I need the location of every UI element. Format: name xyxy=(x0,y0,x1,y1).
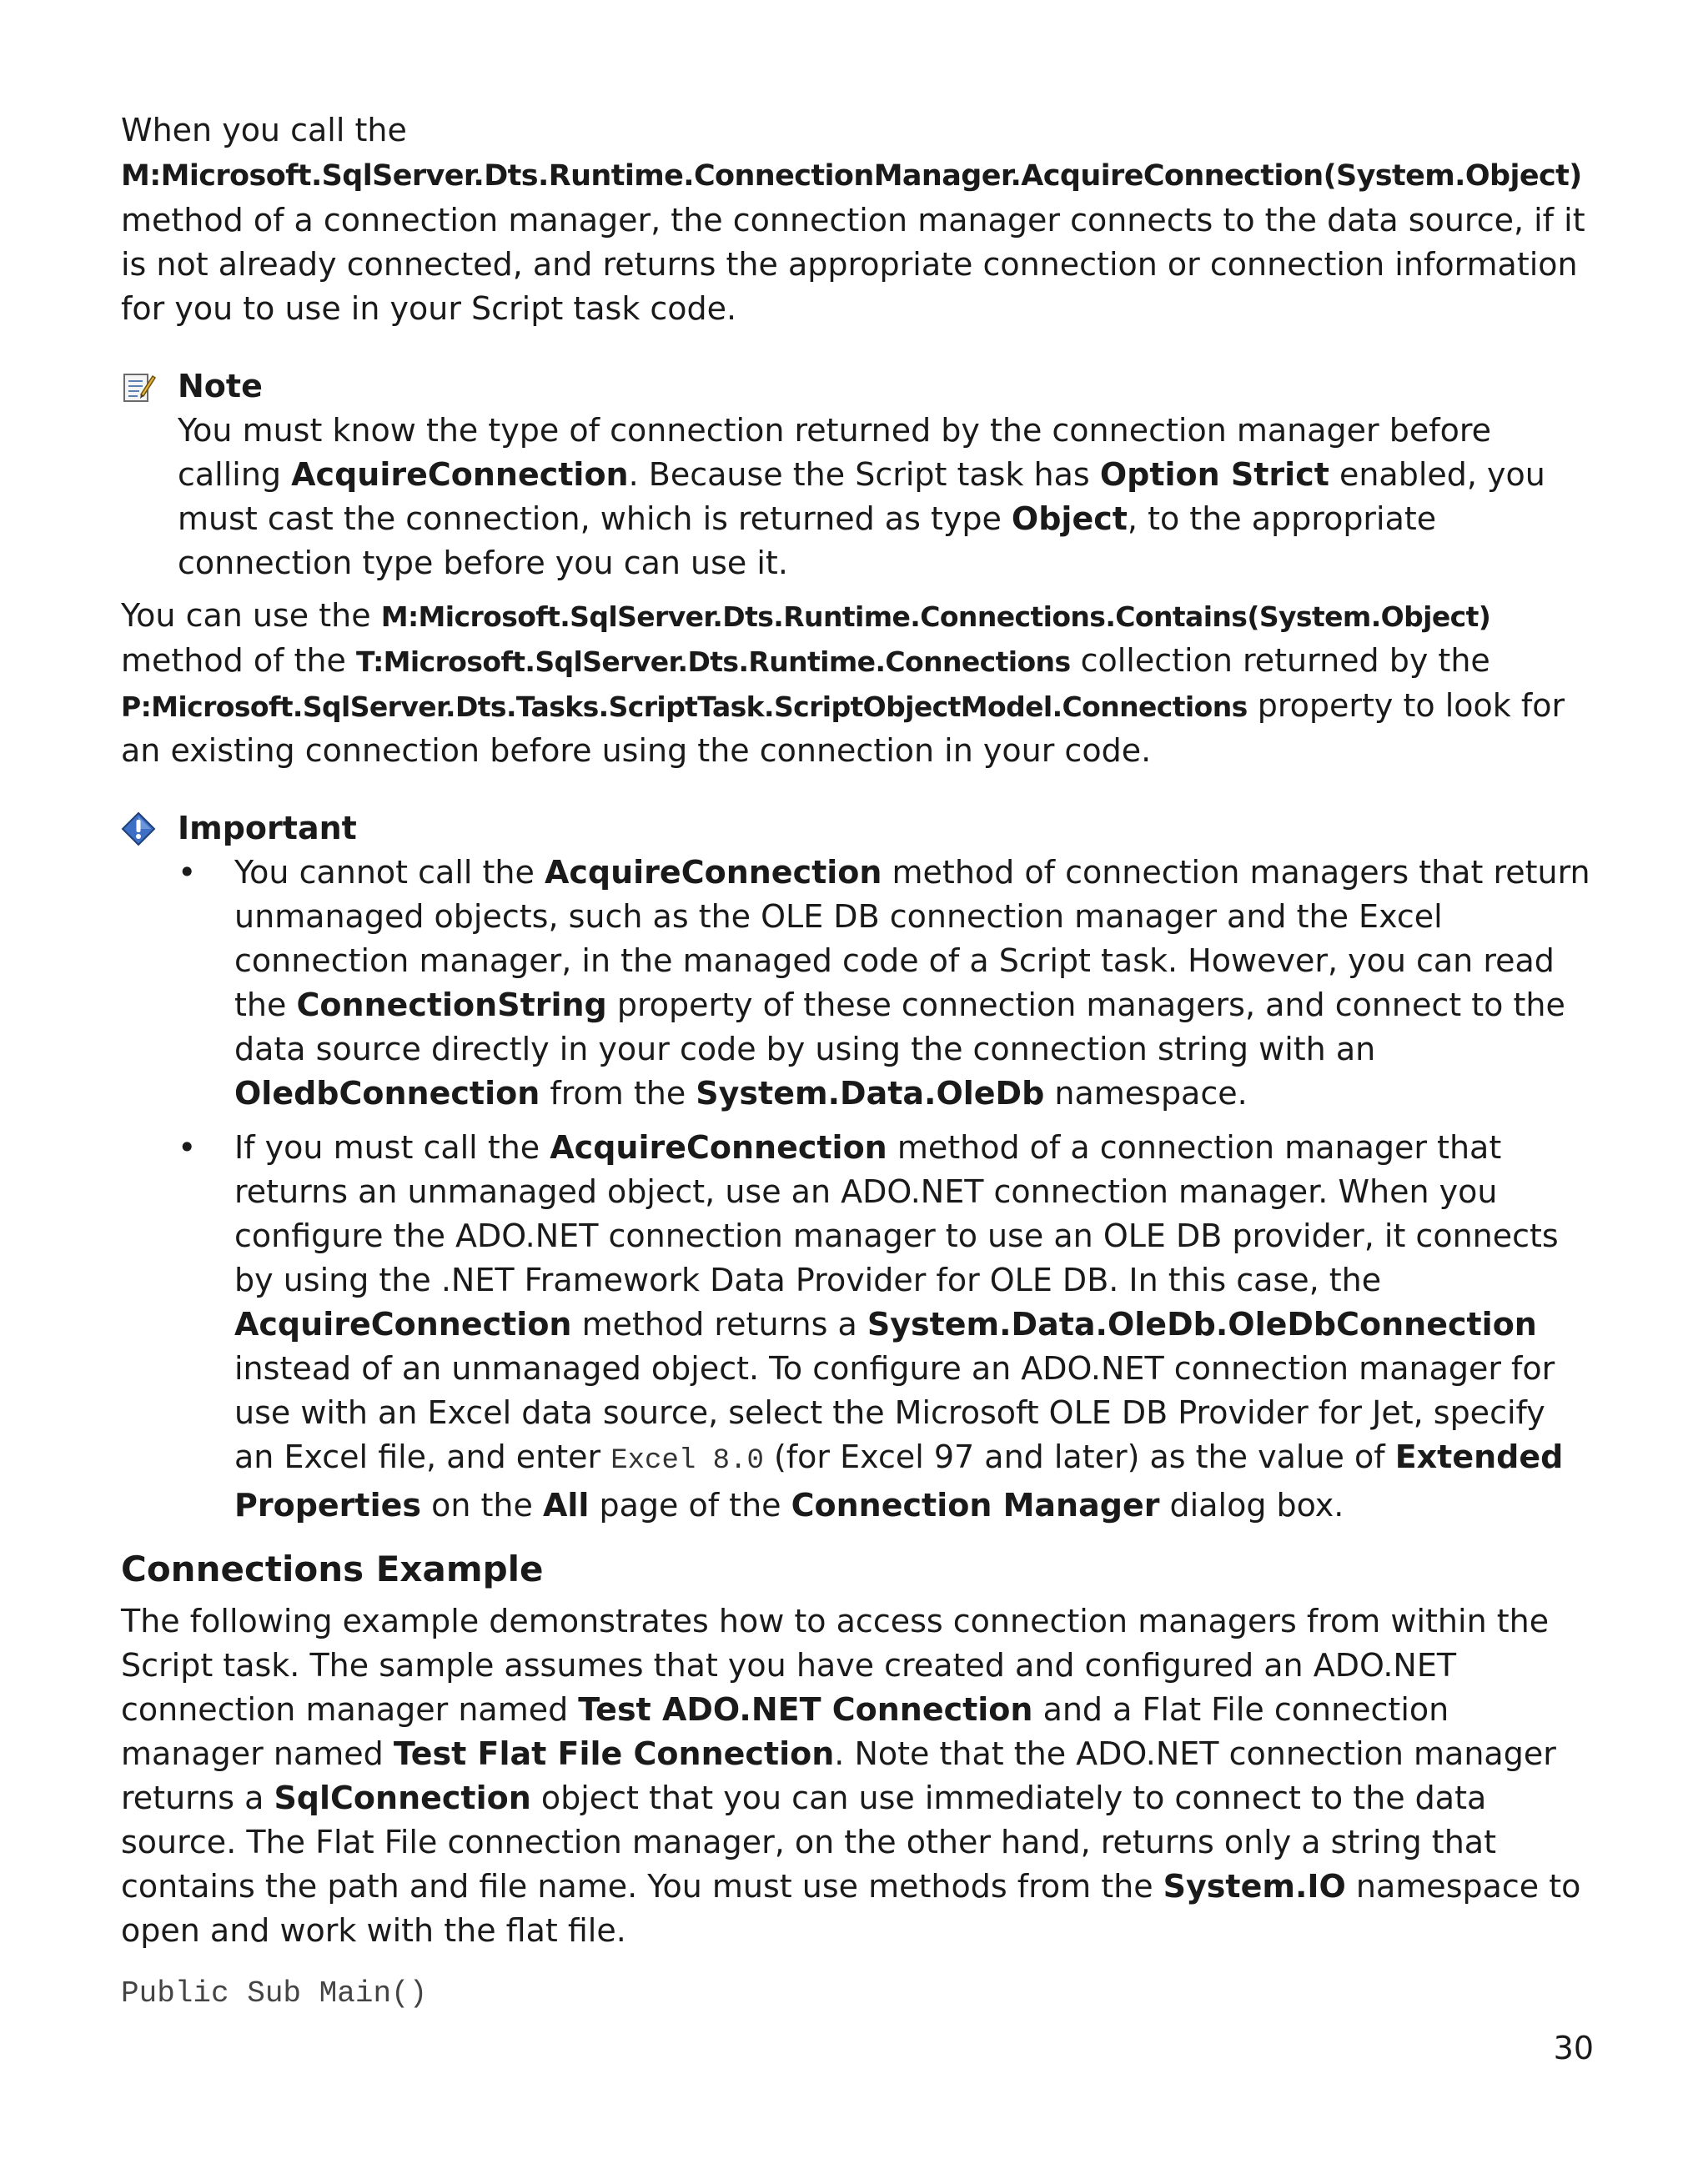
bullet-marker: • xyxy=(178,854,197,891)
section-heading: Connections Example xyxy=(121,1549,544,1589)
example-paragraph: The following example demonstrates how to access connection managers from within the Script task. The sample assumes that you have created and configured an ADO.NET connection manager named Test ADO.NET Connection and a Flat File connection manager named Test Flat File Connection. Note that the ADO.NET connection manager returns a SqlConnection object that you can use immediately to connect to the data source. The Flat File connection manager, on the other hand, returns only a string that contains the path and file name. You must use methods from the System.IO namespace to open and work with the flat file. xyxy=(121,1603,1581,1949)
inline-code: Excel 8.0 xyxy=(610,1445,764,1477)
note-callout xyxy=(121,364,1593,585)
note-title: Note xyxy=(178,368,263,404)
intro-text: When you call the xyxy=(121,112,407,148)
important-callout xyxy=(121,806,1593,1528)
list-item: • If you must call the AcquireConnection method of a connection manager that returns an unmanaged object, use an ADO.NET connection manager. When you configure the ADO.NET connection manager to use an OLE DB provider, it connects by using the .NET Framework Data Provider for OLE DB. In this case, the AcquireConnection method returns a System.Data.OleDb.OleDbConnection instead of an unmanaged object. To configure an ADO.NET connection manager for use with an Excel data source, select the Microsoft OLE DB Provider for Jet, specify an Excel file, and enter Excel 8.0 (for Excel 97 and later) as the value of Extended Properties on the All page of the Connection Manager dialog box. xyxy=(178,1126,1593,1528)
note-body: You must know the type of connection returned by the connection manager before calling AcquireConnection. Because the Script task has Option Strict enabled, you must cast the connection, which is returned as type Object, to the appropriate connection type before you can use it. xyxy=(178,412,1545,581)
acquire-connection-signature: M:Microsoft.SqlServer.Dts.Runtime.ConnectionManager.AcquireConnection(System.Object) xyxy=(121,159,1582,193)
list-item: • You cannot call the AcquireConnection method of connection managers that return unmanaged objects, such as the OLE DB connection manager and the Excel connection manager, in the managed code of a Script task. However, you can read the ConnectionString property of these connection managers, and connect to the data source directly in your code by using the connection string with an OledbConnection from the System.Data.OleDb namespace. xyxy=(178,851,1593,1116)
intro-text-continued: method of a connection manager, the connection manager connects to the data source, if it is not already connected, and returns the appropriate connection or connection information for you to use in your Script task code. xyxy=(121,202,1585,327)
important-list xyxy=(178,851,1593,1528)
contains-paragraph: You can use the M:Microsoft.SqlServer.Dts.Runtime.Connections.Contains(System.Object) method of the T:Microsoft.SqlServer.Dts.Runtime.Connections collection returned by the P:Microsoft.SqlServer.Dts.Tasks.ScriptTask.ScriptObjectModel.Connections property to look for an existing connection before using the connection in your code. xyxy=(121,597,1565,769)
page-number: 30 xyxy=(1553,2030,1594,2066)
document-page xyxy=(121,108,1593,2016)
bullet-marker: • xyxy=(178,1129,197,1166)
note-pad-icon xyxy=(121,369,156,404)
connections-property-signature: P:Microsoft.SqlServer.Dts.Tasks.ScriptTask.ScriptObjectModel.Connections xyxy=(121,690,1248,723)
connections-type-signature: T:Microsoft.SqlServer.Dts.Runtime.Connections xyxy=(355,645,1071,678)
contains-method-signature: M:Microsoft.SqlServer.Dts.Runtime.Connections.Contains(System.Object) xyxy=(380,600,1491,633)
code-block: Public Sub Main() xyxy=(121,1976,428,2011)
important-info-icon xyxy=(121,811,156,846)
important-title: Important xyxy=(178,810,357,846)
intro-paragraph xyxy=(121,108,1593,331)
